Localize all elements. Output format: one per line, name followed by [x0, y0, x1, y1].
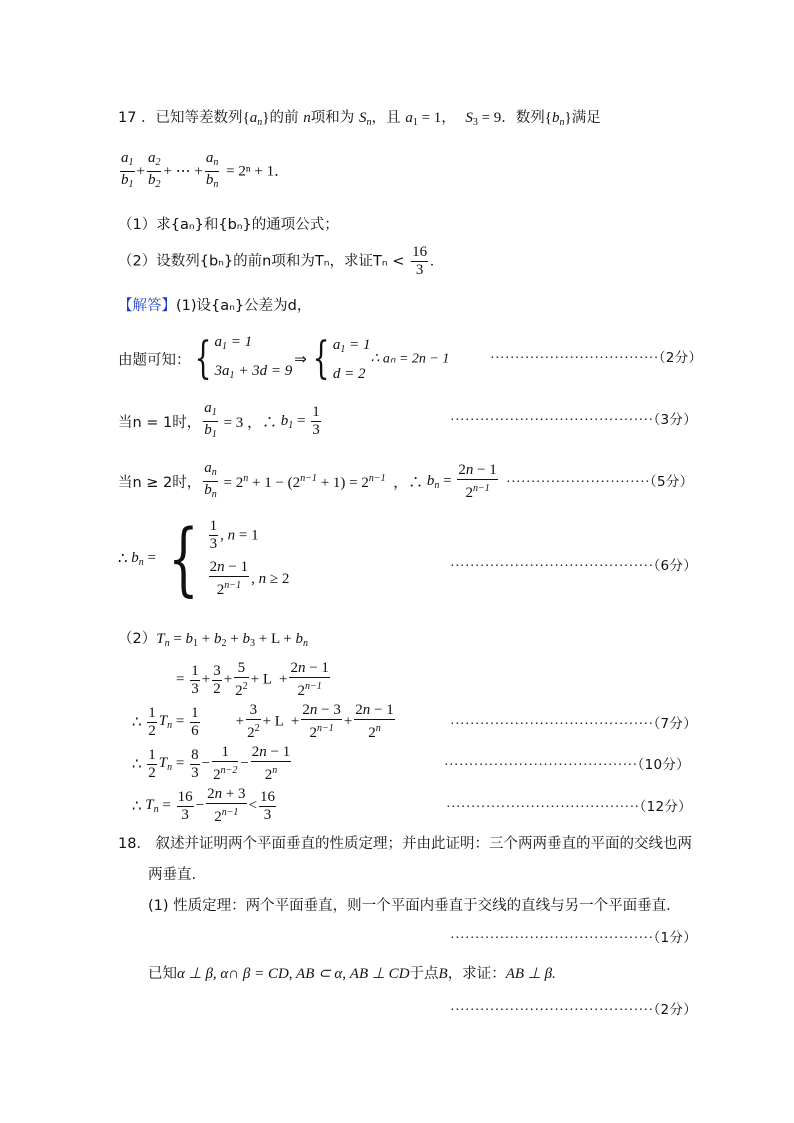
solution-half-sum: ∴ $\frac{1}{2}$ $T_n$ = $\frac{1}{6}$ + $\frac{3}{2^2}$ + L + $\frac{2n - 3}{2^{n-1}}$ + $\frac{2n - 1}{2^n}$	[132, 702, 394, 741]
problem17-part1: （1）求{aₙ}和{bₙ}的通项公式；	[118, 217, 339, 233]
stem-prefix: 17 ．已知等差数列	[118, 110, 243, 126]
score-dots: ·······································（12分）	[446, 799, 692, 815]
solution-case1: 当n = 1时， $\frac{a_1}{b_1}$ = 3 ，∴ $b_1$ = $\frac{1}{3}$	[118, 400, 320, 440]
solution-half-result: ∴ $\frac{1}{2}$ $T_n$ = $\frac{8}{3}$ − $\frac{1}{2^{n-2}}$ − $\frac{2n - 1}{2^n}$	[132, 744, 291, 783]
problem17-stem: 17 ．已知等差数列$\{a_n\}$的前 n项和为 $S_n$，且 $a_1 = 1$， $S_3 = 9$．数列$\{b_n\}$满足	[118, 110, 601, 128]
problem18-stem-line2: 两垂直.	[148, 867, 197, 883]
score-dots: ··································（2分）	[490, 350, 703, 366]
solution-case2: 当n ≥ 2时， $\frac{a_n}{b_n}$ = $2^n + 1 - (2^{n-1} + 1) = 2^{n-1}$ ，∴ $b_n$ = $\frac{2n - 1}{2^{n-1}}$	[118, 460, 497, 501]
solution-intro: 【解答】(1)设{aₙ}公差为d，	[118, 298, 312, 314]
score-dots: ·········································（3分）	[450, 412, 697, 428]
score-dots: ·········································（7分）	[450, 716, 697, 732]
score-dots: ·······································（10分）	[444, 757, 690, 773]
solution-piecewise: ∴ $b_n$ = { $\frac{1}{3}$ , n = 1 $\frac{2n - 1}{2^{n-1}}$ , n ≥ 2	[118, 511, 290, 605]
problem18-given: 已知α ⊥ β, α∩ β = CD, AB ⊂ α, AB ⊥ CD于点B，求证：AB ⊥ β.	[148, 966, 556, 982]
solution-tag: 【解答】	[118, 298, 176, 314]
score-dots: ·········································（6分）	[450, 558, 697, 574]
problem17-part2: （2）设数列{bₙ}的前n项和为Tₙ，求证Tₙ < $\frac{16}{3}$ .	[118, 244, 434, 278]
solution-final: ∴ $T_n$ = $\frac{16}{3}$ − $\frac{2n + 3}{2^{n-1}}$ < $\frac{16}{3}$	[132, 786, 276, 825]
score-dots: ·····························（5分）	[506, 474, 694, 490]
problem18-stem-line1: 18． 叙述并证明两个平面垂直的性质定理；并由此证明：三个两两垂直的平面的交线也两	[118, 836, 693, 852]
solution-system: 由题可知：{ $a_1 = 1$ $3a_1 + 3d = 9$ ⇒ { $a_1 = 1$ d = 2 ∴ aₙ = 2n − 1	[118, 333, 450, 384]
problem17-condition: $\frac{a_1}{b_1}$ + $\frac{a_2}{b_2}$ + ⋯ + $\frac{a_n}{b_n}$ = 2ⁿ + 1．	[121, 150, 290, 190]
score-dots: ·········································（2分）	[450, 1002, 697, 1018]
score-dots: ·········································（1分）	[450, 930, 697, 946]
solution-part2-sum: $(2)T_n = b_1 + b_2 + b_3 + L + b_n$	[118, 631, 309, 649]
solution-sum-expanded: = $\frac{1}{3}$ + $\frac{3}{2}$ + $\frac{5}{2^2}$ + L + $\frac{2n - 1}{2^{n-1}}$	[176, 660, 329, 699]
problem18-property: (1) 性质定理：两个平面垂直，则一个平面内垂直于交线的直线与另一个平面垂直.	[148, 898, 671, 914]
